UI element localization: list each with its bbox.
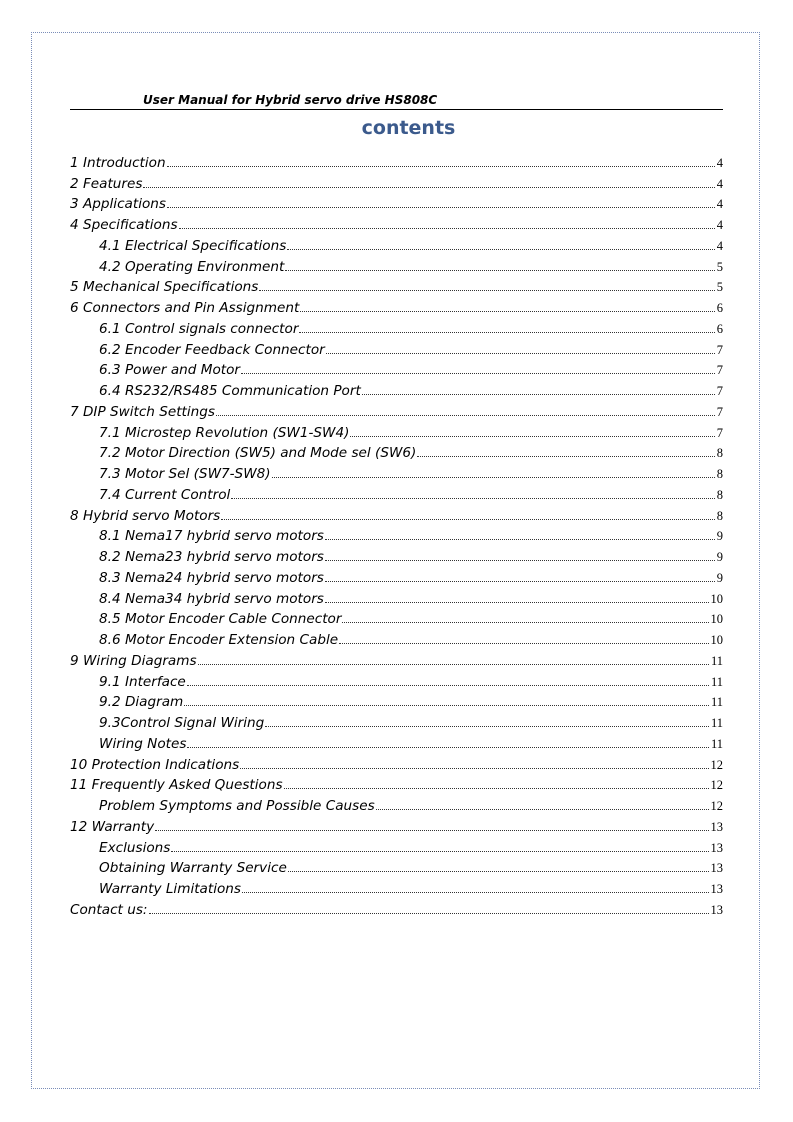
toc-entry-label: 4.1 Electrical Specifications <box>99 237 287 254</box>
toc-dot-leader <box>167 166 715 167</box>
toc-entry[interactable] <box>70 627 723 648</box>
toc-entry-label: 11 Frequently Asked Questions <box>70 777 283 794</box>
toc-entry-label: 3 Applications <box>70 196 167 213</box>
toc-entry-label: 9.1 Interface <box>99 673 186 690</box>
toc-entry-page: 8 <box>716 467 723 481</box>
toc-dot-leader <box>376 809 709 810</box>
toc-entry-page: 13 <box>710 902 723 917</box>
toc-entry[interactable] <box>70 544 723 565</box>
toc-entry[interactable] <box>70 752 723 773</box>
toc-dot-leader <box>216 415 715 416</box>
page-header <box>70 92 723 110</box>
toc-dot-leader <box>285 270 714 271</box>
toc-entry[interactable] <box>70 482 723 503</box>
toc-entry-label: Wiring Notes <box>99 735 187 752</box>
toc-entry-label: 7.3 Motor Sel (SW7-SW8) <box>99 466 271 482</box>
toc-entry-page: 7 <box>716 404 723 419</box>
toc-dot-leader <box>362 394 715 395</box>
toc-entry[interactable] <box>70 358 723 379</box>
toc-entry-label: 9 Wiring Diagrams <box>70 652 197 669</box>
toc-dot-leader <box>326 353 715 354</box>
toc-entry[interactable] <box>70 793 723 814</box>
toc-entry-label: 7 DIP Switch Settings <box>70 403 215 420</box>
toc-entry[interactable] <box>70 316 723 337</box>
toc-entry[interactable] <box>70 648 723 669</box>
toc-entry[interactable] <box>70 337 723 358</box>
toc-entry-page: 7 <box>716 425 723 440</box>
toc-entry[interactable] <box>70 669 723 690</box>
toc-entry-label: 8.6 Motor Encoder Extension Cable <box>99 632 339 648</box>
toc-entry-page: 4 <box>716 155 723 170</box>
toc-dot-leader <box>231 498 714 499</box>
toc-dot-leader <box>288 871 709 872</box>
toc-entry-label: 6.4 RS232/RS485 Communication Port <box>99 383 361 399</box>
toc-entry-page: 11 <box>710 695 723 710</box>
toc-entry[interactable] <box>70 690 723 711</box>
toc-entry-page: 8 <box>716 446 723 461</box>
toc-entry-label: 8 Hybrid servo Motors <box>70 507 221 524</box>
toc-entry[interactable] <box>70 524 723 545</box>
toc-entry-page: 5 <box>716 259 723 274</box>
toc-dot-leader <box>287 249 714 250</box>
toc-dot-leader <box>325 602 709 603</box>
toc-entry-label: Contact us: <box>70 901 148 918</box>
table-of-contents <box>70 150 723 918</box>
toc-entry-page: 7 <box>716 363 723 378</box>
toc-entry[interactable] <box>70 254 723 275</box>
toc-entry-page: 11 <box>710 716 723 730</box>
toc-dot-leader <box>284 788 709 789</box>
toc-entry-page: 13 <box>710 882 723 896</box>
toc-entry-page: 4 <box>716 238 723 253</box>
toc-dot-leader <box>350 436 714 437</box>
toc-entry-label: 5 Mechanical Specifications <box>70 279 259 296</box>
toc-dot-leader <box>179 228 715 229</box>
toc-entry-page: 5 <box>716 280 723 295</box>
toc-entry[interactable] <box>70 565 723 586</box>
toc-dot-leader <box>265 726 709 727</box>
toc-dot-leader <box>241 373 715 374</box>
header-title: User Manual for Hybrid servo drive HS808C <box>143 93 438 107</box>
toc-entry-label: 2 Features <box>70 175 143 192</box>
toc-entry-label: 12 Warranty <box>70 818 155 835</box>
toc-entry[interactable] <box>70 897 723 918</box>
toc-dot-leader <box>187 685 709 686</box>
toc-entry-page: 4 <box>716 197 723 212</box>
toc-entry[interactable] <box>70 378 723 399</box>
toc-entry-page: 9 <box>716 570 723 585</box>
toc-dot-leader <box>300 311 714 312</box>
toc-entry-page: 11 <box>710 736 723 751</box>
toc-entry[interactable] <box>70 876 723 897</box>
toc-entry-label: 8.2 Nema23 hybrid servo motors <box>99 549 324 565</box>
toc-entry-page: 12 <box>710 757 723 772</box>
page-title: contents <box>361 117 456 139</box>
toc-entry-label: 6.3 Power and Motor <box>99 362 241 379</box>
toc-entry-page: 4 <box>716 176 723 191</box>
toc-entry[interactable] <box>70 773 723 794</box>
toc-entry-label: 4.2 Operating Environment <box>99 258 285 275</box>
toc-entry-page: 12 <box>710 799 723 813</box>
toc-dot-leader <box>171 851 708 852</box>
toc-dot-leader <box>342 622 708 623</box>
toc-entry[interactable] <box>70 441 723 462</box>
toc-entry-page: 13 <box>710 819 723 834</box>
toc-dot-leader <box>299 332 714 333</box>
toc-dot-leader <box>272 477 715 478</box>
toc-entry[interactable] <box>70 814 723 835</box>
toc-entry-label: 8.1 Nema17 hybrid servo motors <box>99 528 324 545</box>
toc-entry-page: 7 <box>716 342 723 357</box>
toc-entry[interactable] <box>70 192 723 213</box>
toc-dot-leader <box>242 892 709 893</box>
toc-entry[interactable] <box>70 586 723 607</box>
toc-entry[interactable] <box>70 275 723 296</box>
toc-entry[interactable] <box>70 399 723 420</box>
toc-entry[interactable] <box>70 607 723 628</box>
toc-entry[interactable] <box>70 710 723 731</box>
toc-entry[interactable] <box>70 295 723 316</box>
toc-entry-label: 9.2 Diagram <box>99 694 184 711</box>
toc-dot-leader <box>339 643 708 644</box>
toc-entry-page: 8 <box>716 508 723 523</box>
toc-dot-leader <box>259 290 714 291</box>
toc-entry[interactable] <box>70 420 723 441</box>
toc-entry-label: 4 Specifications <box>70 217 178 233</box>
toc-entry-label: Obtaining Warranty Service <box>99 860 287 877</box>
toc-entry-page: 10 <box>710 612 723 627</box>
toc-dot-leader <box>325 539 715 540</box>
toc-entry[interactable] <box>70 503 723 524</box>
toc-entry-page: 7 <box>716 384 723 398</box>
toc-entry-label: 9.3Control Signal Wiring <box>99 715 265 731</box>
toc-entry-page: 6 <box>716 321 723 336</box>
toc-entry-label: 6 Connectors and Pin Assignment <box>70 300 300 316</box>
toc-entry-label: 7.2 Motor Direction (SW5) and Mode sel (SW6) <box>99 445 417 462</box>
toc-dot-leader <box>221 519 714 520</box>
toc-entry-page: 9 <box>716 550 723 564</box>
toc-entry-page: 11 <box>710 653 723 668</box>
toc-entry-page: 11 <box>710 674 723 689</box>
toc-entry-label: 10 Protection Indications <box>70 756 240 773</box>
toc-dot-leader <box>240 768 708 769</box>
toc-entry[interactable] <box>70 150 723 171</box>
toc-entry-label: Exclusions <box>99 839 171 856</box>
toc-entry[interactable] <box>70 461 723 482</box>
toc-entry-label: 6.2 Encoder Feedback Connector <box>99 341 325 358</box>
toc-dot-leader <box>184 705 709 706</box>
toc-dot-leader <box>325 560 715 561</box>
toc-entry-label: Problem Symptoms and Possible Causes <box>99 798 375 814</box>
toc-entry-label: 6.1 Control signals connector <box>99 320 299 337</box>
toc-entry-page: 10 <box>710 591 723 606</box>
toc-entry[interactable] <box>70 731 723 752</box>
toc-entry[interactable] <box>70 856 723 877</box>
toc-dot-leader <box>417 456 714 457</box>
toc-dot-leader <box>167 207 715 208</box>
toc-entry[interactable] <box>70 171 723 192</box>
toc-entry-page: 13 <box>710 840 723 855</box>
toc-entry[interactable] <box>70 835 723 856</box>
toc-entry[interactable] <box>70 233 723 254</box>
toc-entry-page: 12 <box>710 778 723 793</box>
toc-entry-label: 7.1 Microstep Revolution (SW1-SW4) <box>99 424 350 441</box>
toc-entry-label: 8.4 Nema34 hybrid servo motors <box>99 590 324 607</box>
toc-dot-leader <box>325 581 715 582</box>
toc-dot-leader <box>155 830 708 831</box>
toc-entry-page: 8 <box>716 487 723 502</box>
toc-dot-leader <box>149 913 709 914</box>
toc-entry-page: 4 <box>716 218 723 232</box>
toc-entry-label: 1 Introduction <box>70 154 166 171</box>
toc-entry-label: 8.3 Nema24 hybrid servo motors <box>99 569 324 586</box>
toc-dot-leader <box>143 187 714 188</box>
toc-entry-page: 13 <box>710 861 723 876</box>
toc-entry-label: 7.4 Current Control <box>99 486 231 503</box>
toc-entry-label: Warranty Limitations <box>99 881 241 897</box>
toc-entry-page: 9 <box>716 529 723 544</box>
toc-dot-leader <box>187 747 709 748</box>
toc-entry-page: 10 <box>710 633 723 647</box>
toc-dot-leader <box>198 664 709 665</box>
toc-entry[interactable] <box>70 212 723 233</box>
toc-entry-page: 6 <box>716 301 723 315</box>
toc-entry-label: 8.5 Motor Encoder Cable Connector <box>99 611 342 628</box>
